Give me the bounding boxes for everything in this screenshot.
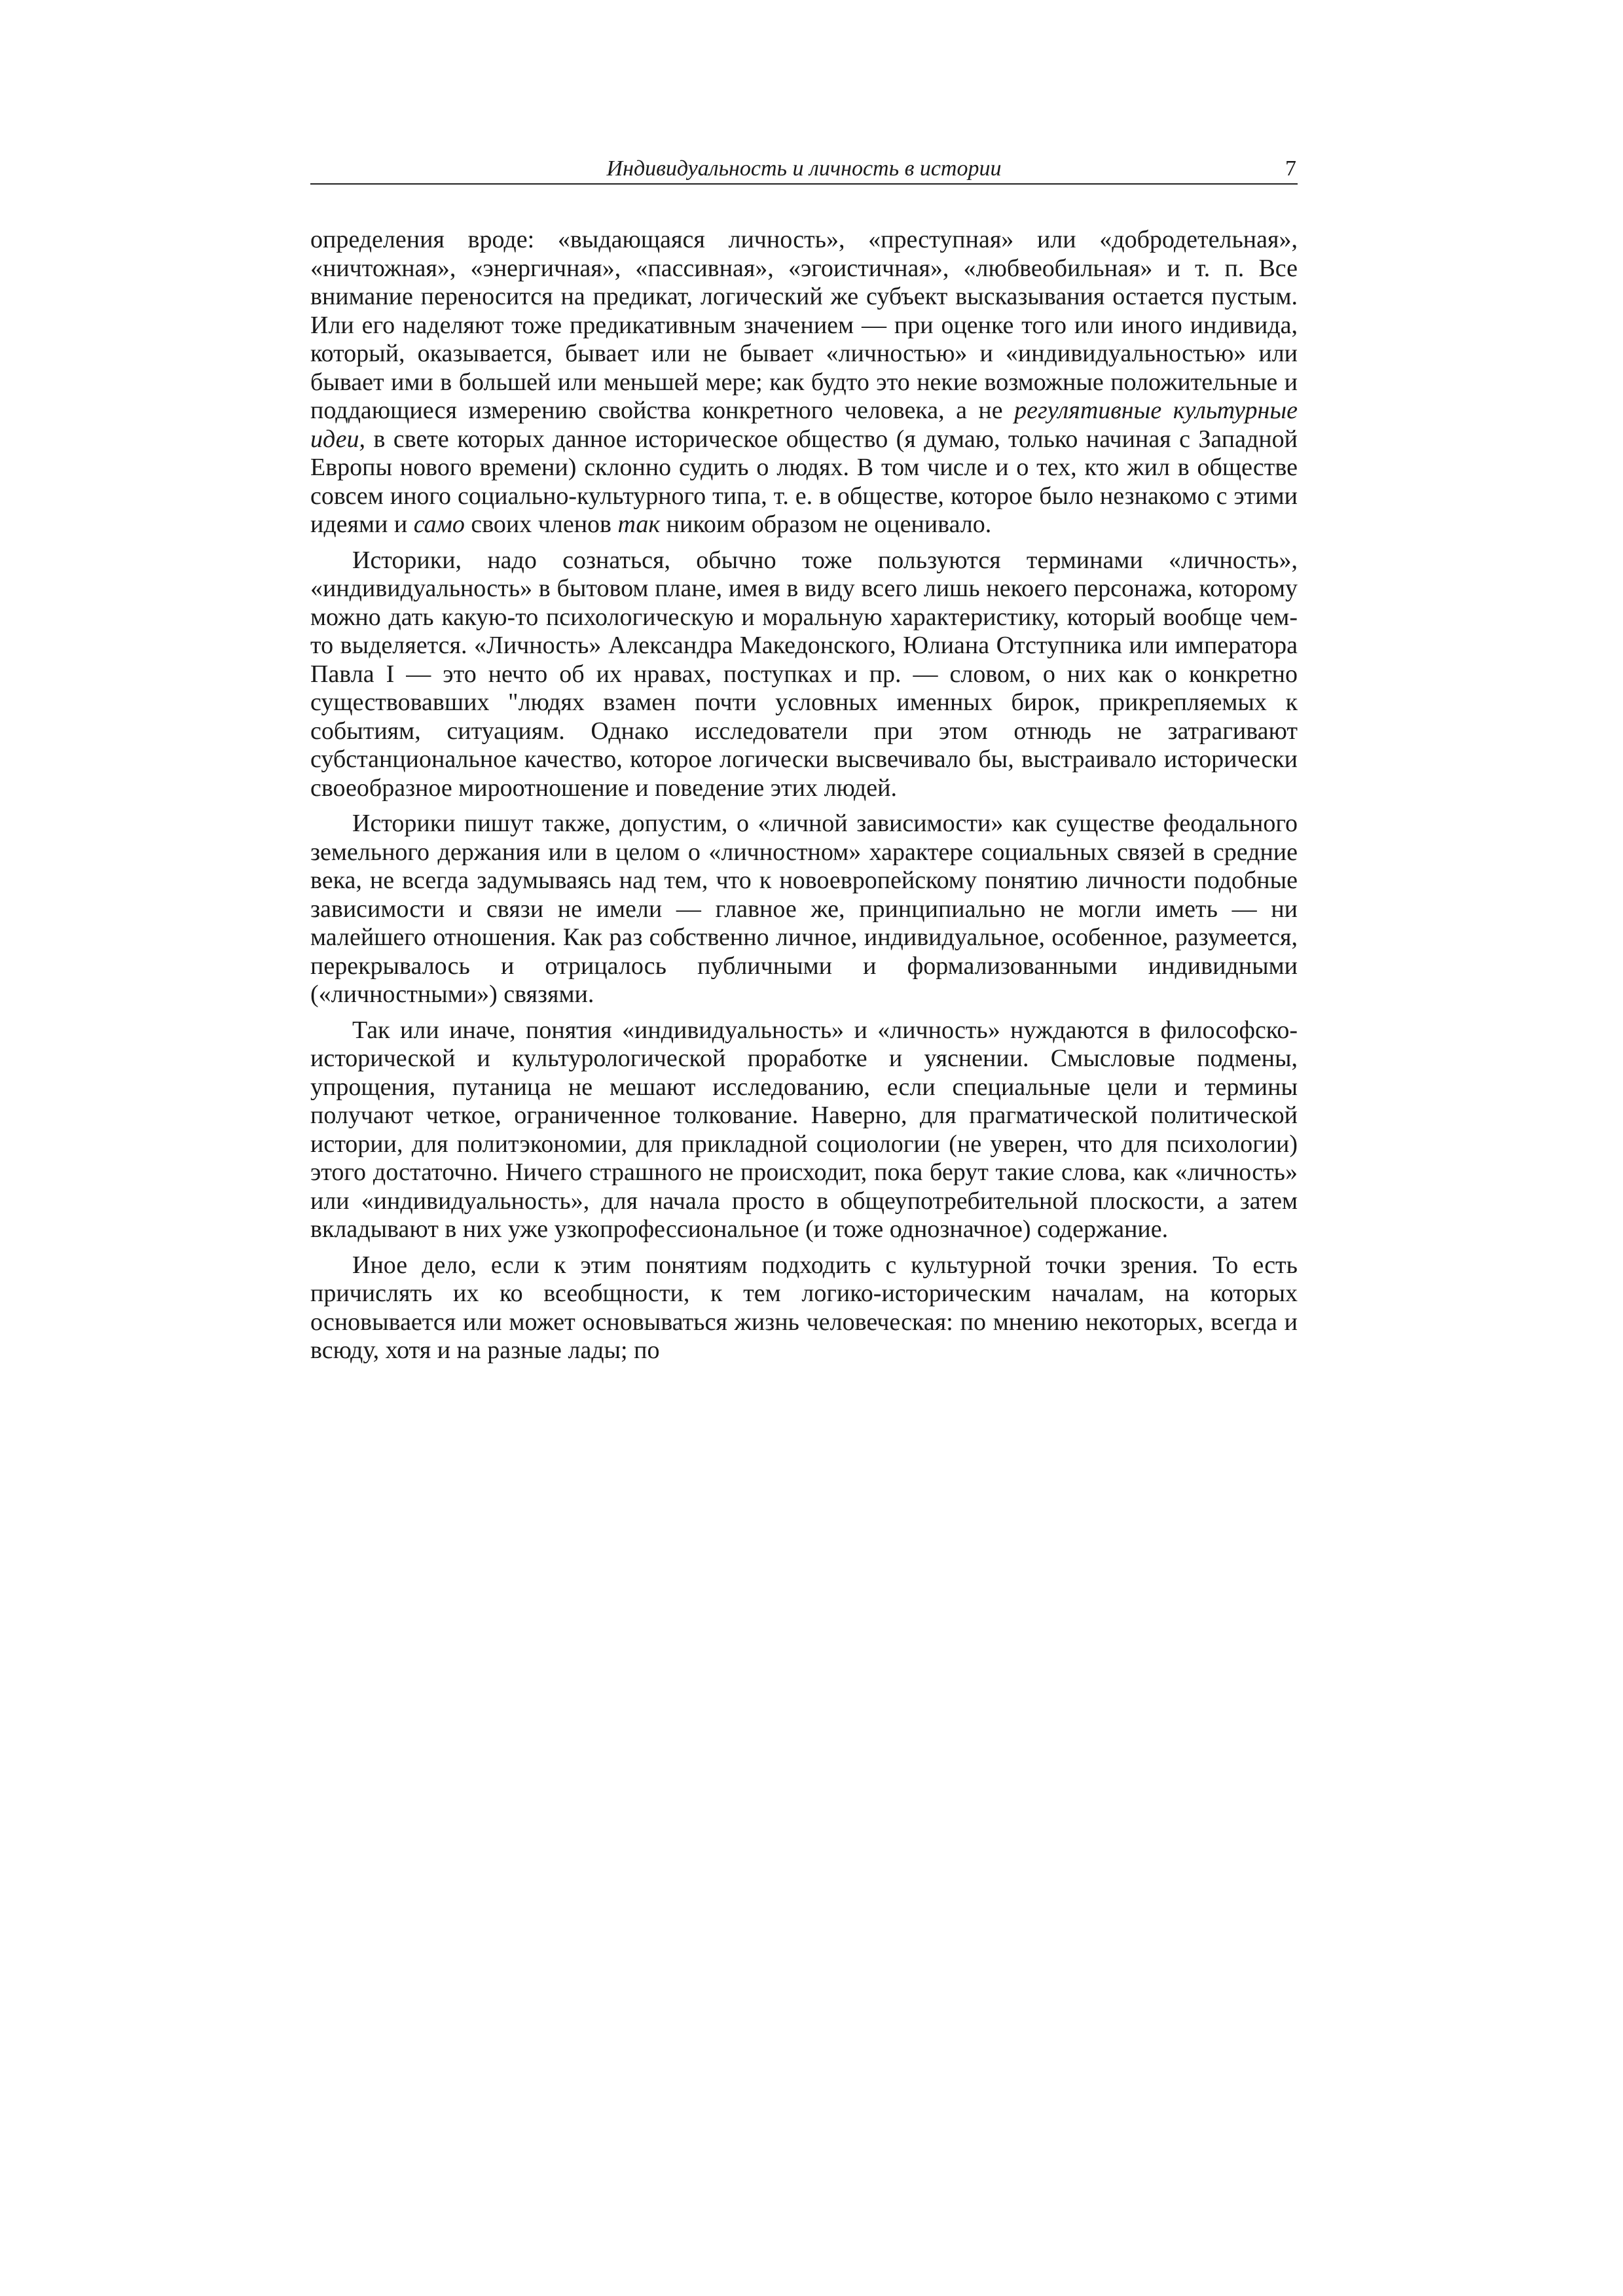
text-segment: Историки пишут также, допустим, о «личной зависимости» как существе феодального земельного держания или в целом о «личностном» характере социальных связей в средние века, не всегда задумываясь над тем, что к новоевропейскому понятию личности подобные зависимости и связи не имели — главное же, принципиально не могли иметь — ни малейшего отношения. Как раз собственно личное, индивидуальное, особенное, разумеется, перекрывалось и отрицалось публичными и формализованными индивидными («личностными») связями. [310, 810, 1298, 1008]
running-title: Индивидуальность и личность в истории [606, 156, 1002, 181]
text-segment: своих членов [464, 511, 618, 538]
text-segment: определения вроде: «выдающаяся личность», «преступная» или «добродетельная», «ничтожная», «энергичная», «пассивная», «эгоистичная», «любвеобильная» и т. п. Все внимание переносится на предикат, логический же субъект высказывания остается пустым. Или его наделяют тоже предикативным значением — при оценке того или иного индивида, который, оказывается, бывает или не бывает «личностью» и «индивидуальностью» или бывает ими в большей или меньшей мере; как будто это некие возможные положительные и поддающиеся измерению свойства конкретного человека, а не [310, 226, 1298, 424]
paragraph [310, 547, 1298, 803]
text-segment: Историки, надо сознаться, обычно тоже пользуются терминами «личность», «индивидуальность» в бытовом плане, имея в виду всего лишь некоего персонажа, которому можно дать какую-то психологическую и моральную характеристику, который вообще чем-то выделяется. «Личность» Александра Македонского, Юлиана Отступника или императора Павла I — это нечто об их нравах, поступках и пр. — словом, о них как о конкретно существовавших "людях взамен почти условных именных бирок, прикрепляемых к событиям, ситуациям. Однако исследователи при этом отнюдь не затрагивают субстанциональное качество, которое логически высвечивало бы, выстраивало исторически своеобразное мироотношение и поведение этих людей. [310, 546, 1298, 802]
paragraph [310, 1016, 1298, 1244]
page-number: 7 [1285, 156, 1296, 181]
text-segment: в свете которых данное историческое общество (я думаю, только начиная с Западной Европы нового времени) склонно судить о людях. В том числе и о тех, кто жил в обществе совсем иного социально-культурного типа, т. е. в обществе, которое было незнакомо с этими идеями и [310, 425, 1298, 538]
paragraph [310, 226, 1298, 539]
italic-phrase: так [617, 511, 661, 538]
body-text [310, 226, 1298, 1372]
italic-phrase: само [413, 511, 465, 538]
page-header [310, 152, 1298, 185]
paragraph [310, 810, 1298, 1009]
text-segment: Иное дело, если к этим понятиям подходить с культурной точки зрения. То есть причислять их ко всеобщности, к тем логико-историческим началам, на которых основывается или может основываться жизнь человеческая: по мнению некоторых, всегда и всюду, хотя и на разные лады; по [310, 1251, 1298, 1364]
paragraph [310, 1251, 1298, 1365]
italic-phrase: регулятивные культурные идеи, [310, 397, 1298, 453]
text-segment: никоим образом не оценивало. [660, 511, 992, 538]
text-segment: Так или иначе, понятия «индивидуальность» и «личность» нуждаются в философско-исторической и культурологической проработке и уяснении. Смысловые подмены, упрощения, путаница не мешают исследованию, если специальные цели и термины получают четкое, ограниченное толкование. Наверно, для прагматической политической истории, для политэкономии, для прикладной социологии (не уверен, что для психологии) этого достаточно. Ничего страшного не происходит, пока берут такие слова, как «личность» или «индивидуальность», для начала просто в общеупотребительной плоскости, а затем вкладывают в них уже узкопрофессиональное (и тоже однозначное) содержание. [310, 1016, 1298, 1243]
